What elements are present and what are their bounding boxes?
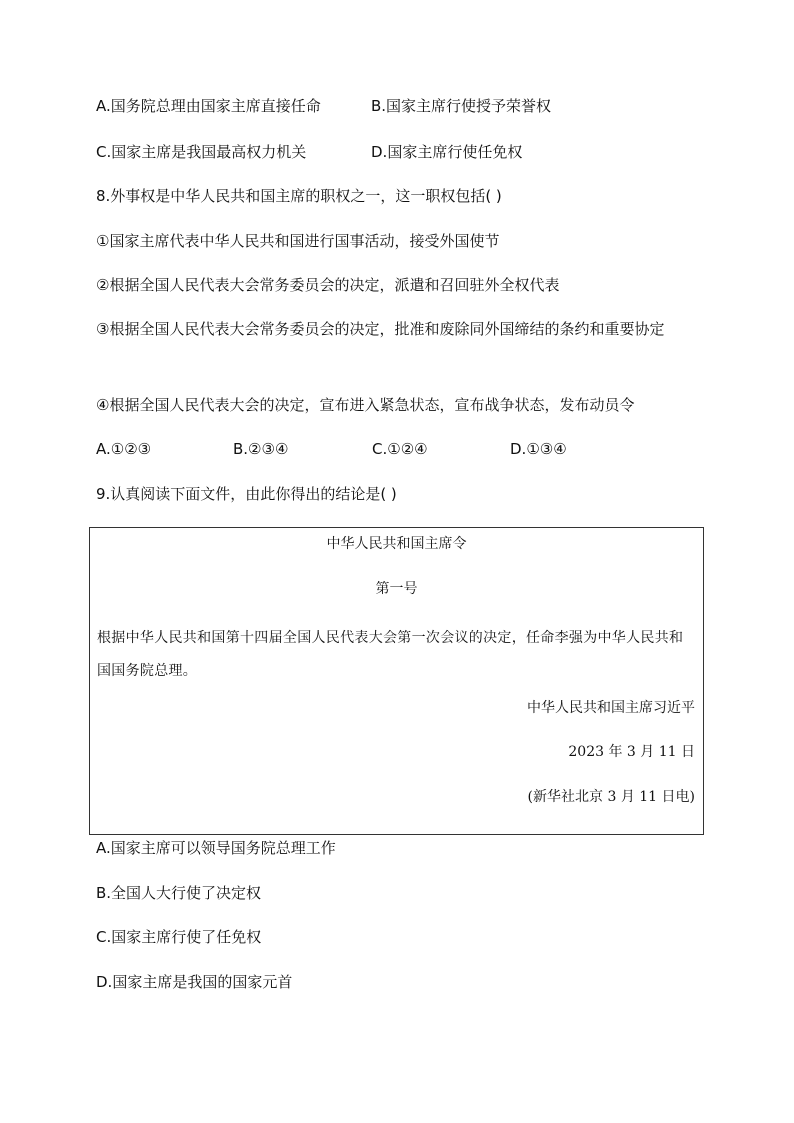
q9-option-b: B.全国人大行使了决定权 — [96, 884, 262, 902]
q7-option-b: B.国家主席行使授予荣誉权 — [371, 97, 552, 115]
q9-option-d: D.国家主席是我国的国家元首 — [96, 973, 293, 991]
q8-stem: 8.外事权是中华人民共和国主席的职权之一，这一职权包括( ) — [96, 187, 502, 205]
q7-option-a: A.国务院总理由国家主席直接任命 — [96, 97, 321, 115]
q9-option-c: C.国家主席行使了任免权 — [96, 928, 262, 946]
order-signature: 中华人民共和国主席习近平 — [527, 700, 695, 716]
q8-option-c: C.①②④ — [372, 440, 428, 458]
q7-option-d: D.国家主席行使任免权 — [371, 143, 523, 161]
order-source: (新华社北京 3 月 11 日电) — [527, 789, 695, 805]
order-body: 根据中华人民共和国第十四届全国人民代表大会第一次会议的决定，任命李强为中华人民共和国国务院总理。 — [97, 630, 684, 679]
order-number: 第一号 — [375, 581, 418, 597]
q8-item-4: ④根据全国人民代表大会的决定，宣布进入紧急状态，宣布战争状态，发布动员令 — [96, 396, 635, 414]
q8-option-b: B.②③④ — [233, 440, 289, 458]
q8-item-1: ①国家主席代表中华人民共和国进行国事活动，接受外国使节 — [96, 232, 500, 250]
q9-stem: 9.认真阅读下面文件，由此你得出的结论是( ) — [96, 485, 397, 503]
order-title: 中华人民共和国主席令 — [326, 536, 467, 552]
q8-option-a: A.①②③ — [96, 440, 152, 458]
presidential-order-box — [89, 527, 704, 835]
q8-item-3: ③根据全国人民代表大会常务委员会的决定，批准和废除同外国缔结的条约和重要协定 — [96, 320, 665, 338]
q7-option-c: C.国家主席是我国最高权力机关 — [96, 143, 307, 161]
q8-option-d: D.①③④ — [510, 440, 567, 458]
order-date: 2023 年 3 月 11 日 — [568, 744, 695, 760]
q8-item-2: ②根据全国人民代表大会常务委员会的决定，派遣和召回驻外全权代表 — [96, 276, 560, 294]
q9-option-a: A.国家主席可以领导国务院总理工作 — [96, 839, 336, 857]
